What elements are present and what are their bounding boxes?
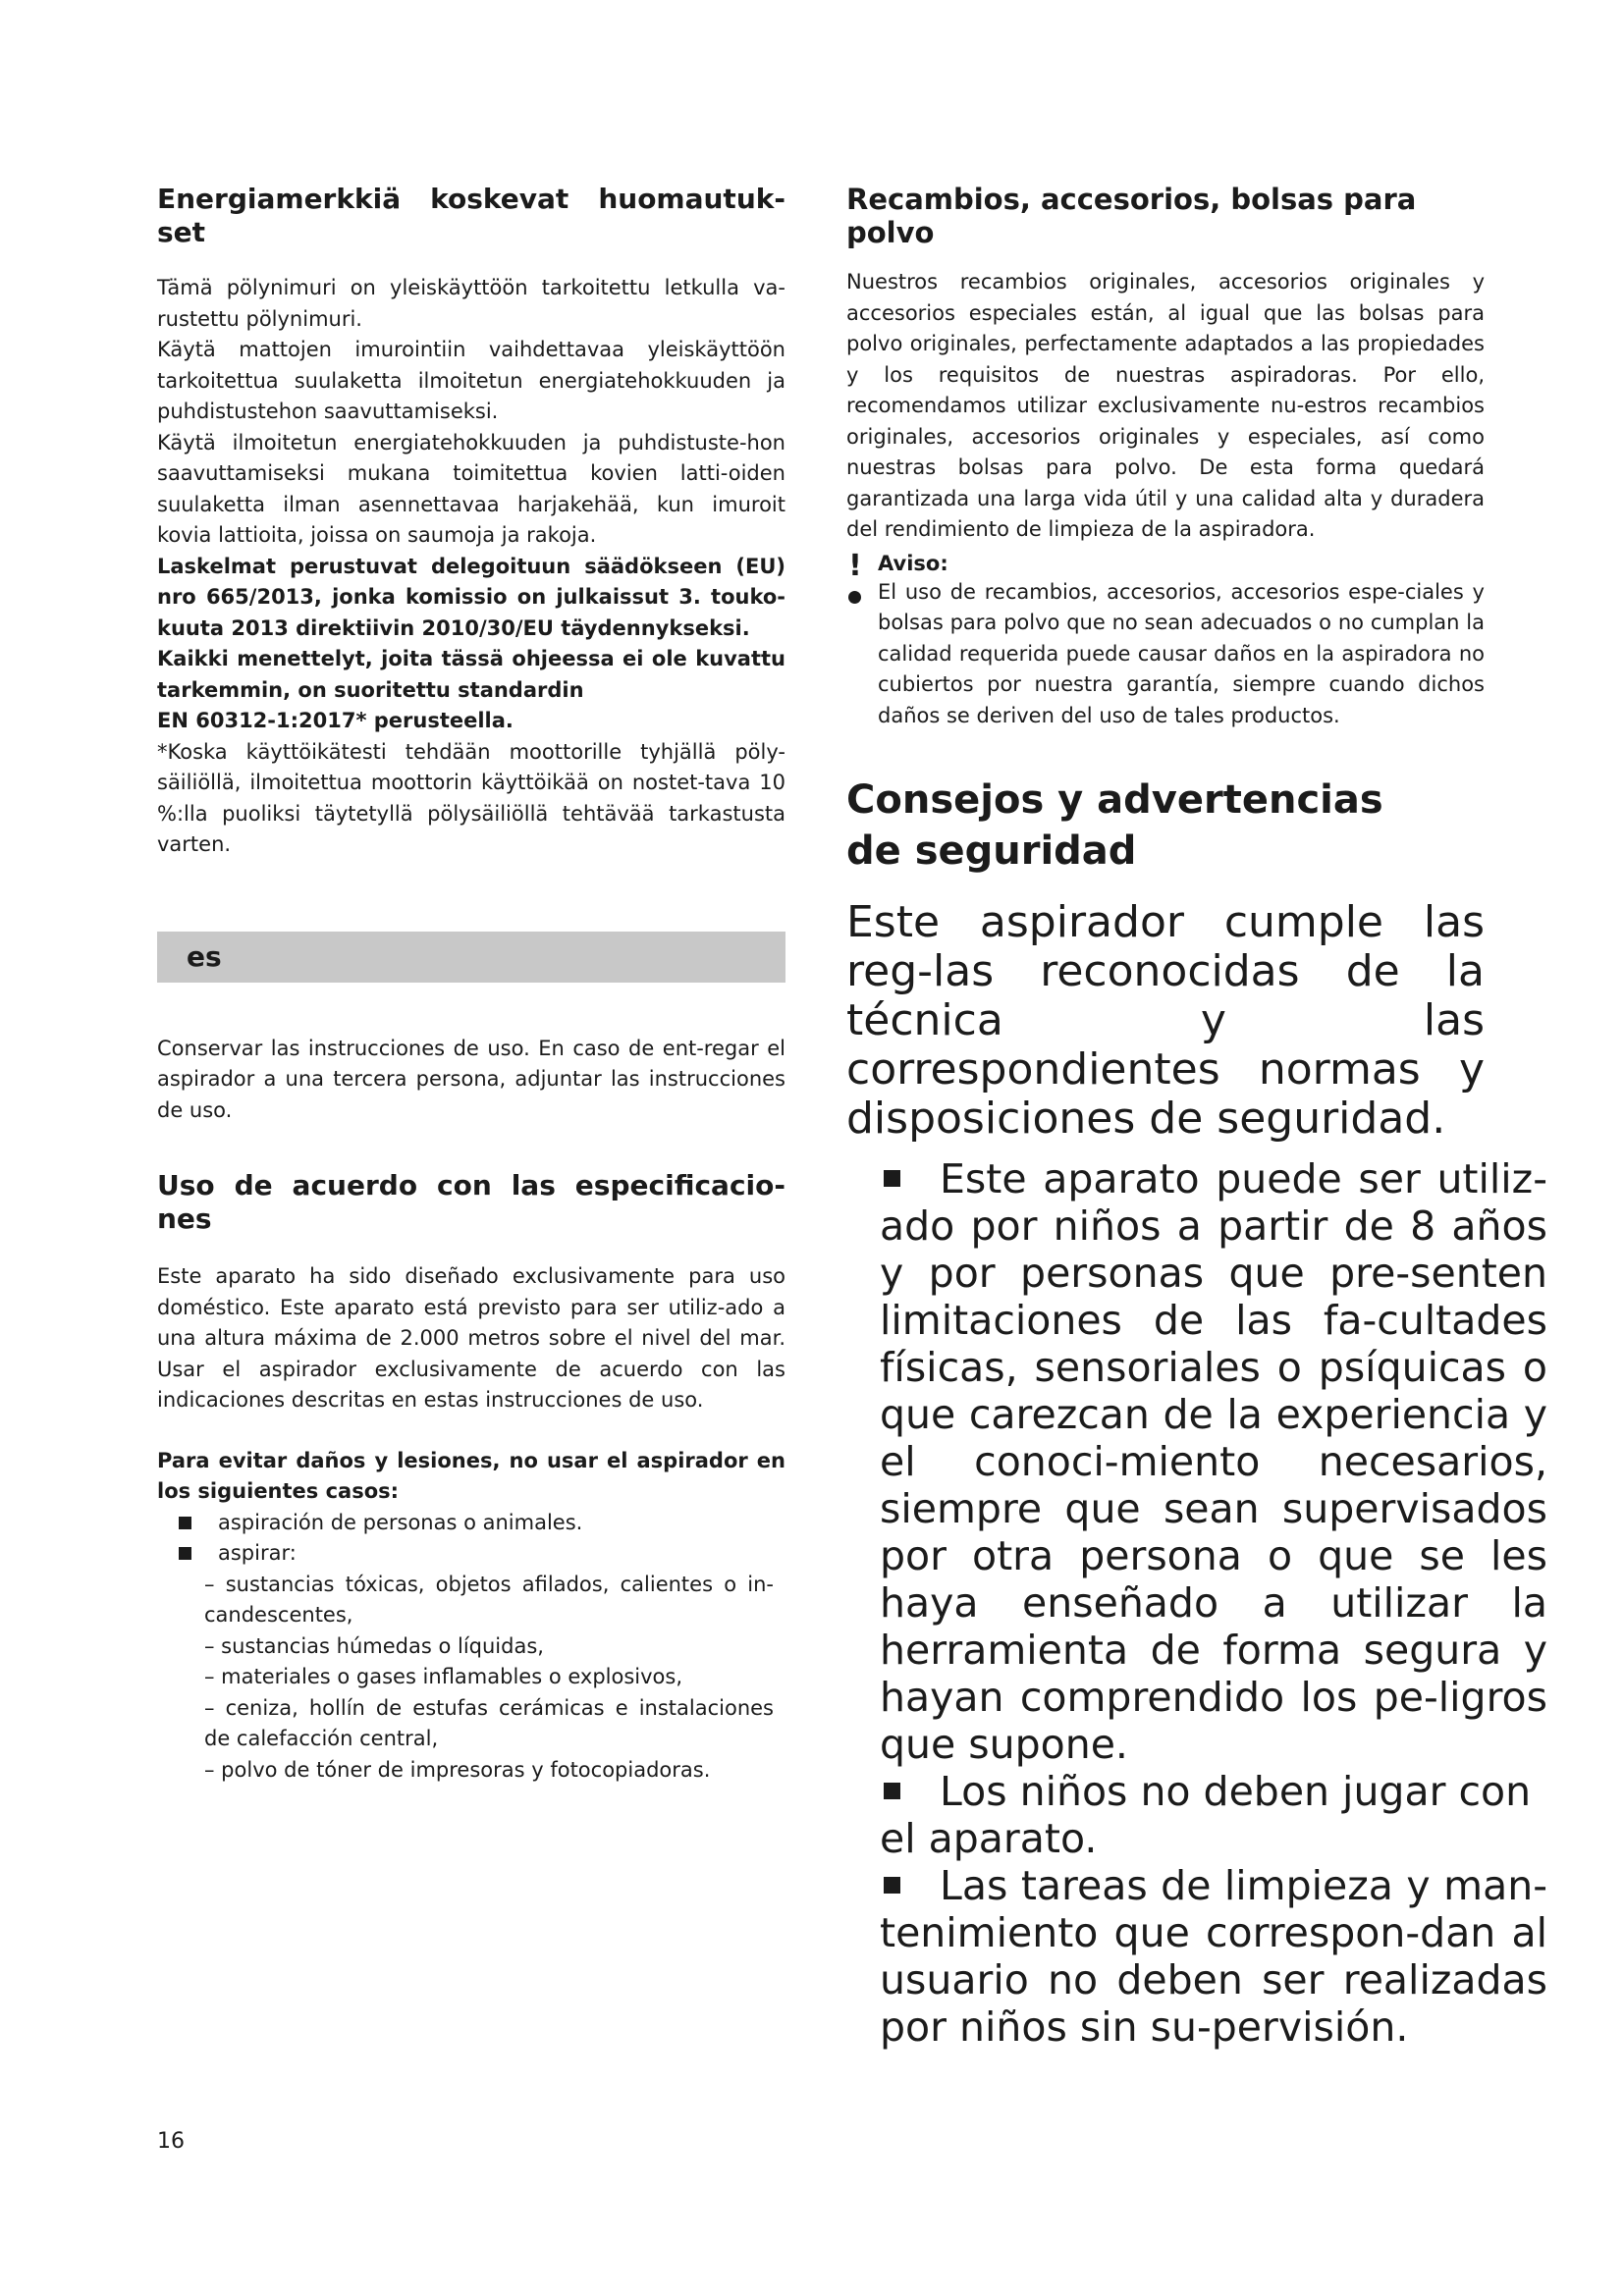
page-number: 16 (157, 2129, 185, 2154)
spare-parts-section (846, 183, 1485, 731)
list-item: – sustancias tóxicas, objetos afilados, calientes o in-candescentes, (204, 1572, 774, 1627)
list-item (846, 1862, 1547, 2051)
language-bar (157, 932, 785, 983)
safety-heading: Consejos y advertencias de seguridad (846, 777, 1383, 874)
dot-bullet-icon (848, 591, 861, 604)
energy-label-section (157, 183, 785, 861)
square-bullet-icon (179, 1547, 191, 1560)
list-item (846, 1768, 1547, 1862)
es-intro-text: Conservar las instrucciones de uso. En caso de ent-regar el aspirador a una tercera persona, adjuntar las instrucciones de uso. (157, 1036, 785, 1122)
warning-title: Aviso: (878, 551, 948, 575)
energy-label-heading: Energiamerkkiä koskevat huomautuk-set (157, 183, 785, 248)
energy-bold-1: Laskelmat perustuvat delegoituun säädökseen (EU) nro 665/2013, jonka komissio on julkaissut 3. touko-kuuta 2013 direktiivin 2010/30/EU täydennykseksi. (157, 554, 785, 640)
square-bullet-icon (884, 1170, 900, 1187)
list-item-text: Este aparato puede ser utiliz-ado por niños a partir de 8 años y por personas que pre-senten limitaciones de las fa-cultades físicas, sensoriales o psíquicas o que carezcan de la experiencia y el conoci-miento necesarios, siempre que sean supervisados por otra persona o que se les haya enseñado a utilizar la herramienta de forma segura y hayan comprendido los pe-ligros que supone. (880, 1155, 1547, 1768)
spare-parts-heading: Recambios, accesorios, bolsas para polvo (846, 183, 1417, 249)
list-item-text: Los niños no deben jugar con el aparato. (880, 1768, 1532, 1862)
safety-list (846, 1155, 1549, 2051)
list-item (846, 1155, 1547, 1768)
safety-section (846, 774, 1549, 2051)
energy-footnote: *Koska käyttöikätesti tehdään moottorille tyhjällä pöly-säiliöllä, ilmoitettua moottorin käyttöikää on nostet-tava 10 %:lla puoliksi täytetyllä pölysäiliöllä tehtävää tarkastusta varten. (157, 739, 785, 856)
intended-use-paragraph: Este aparato ha sido diseñado exclusivamente para uso doméstico. Este aparato está previsto para ser utiliz-ado a una altura máxima de 2.000 metros sobre el nivel del mar. Usar el aspirador exclusivamente de acuerdo con las indicaciones descritas en estas instrucciones de uso. (157, 1264, 785, 1412)
left-column (157, 183, 785, 1786)
square-bullet-icon (884, 1783, 900, 1799)
avoid-damage-intro: Para evitar daños y lesiones, no usar el aspirador en los siguientes casos: (157, 1448, 785, 1503)
list-item: – ceniza, hollín de estufas cerámicas e instalaciones de calefacción central, (204, 1695, 774, 1750)
list-item: – materiales o gases inflamables o explosivos, (204, 1665, 683, 1688)
substances-list (157, 1570, 774, 1787)
safety-intro: Este aspirador cumple las reg-las reconocidas de la técnica y las correspondientes normas y disposiciones de seguridad. (846, 897, 1485, 1144)
list-item (157, 1508, 785, 1539)
energy-bold-2: Kaikki menettelyt, joita tässä ohjeessa ei ole kuvattu tarkemmin, on suoritettu standardin (157, 647, 785, 702)
energy-paragraph-1: Tämä pölynimuri on yleiskäyttöön tarkoitettu letkulla va-rustettu pölynimuri. (157, 276, 785, 331)
warning-text: El uso de recambios, accesorios, accesorios espe-ciales y bolsas para polvo que no sean adecuados o no cumplan la calidad requerida puede causar daños en la aspiradora no cubiertos por nuestra garantía, siempre cuando dichos daños se deriven del uso de tales productos. (878, 579, 1485, 727)
list-item: – sustancias húmedas o líquidas, (204, 1633, 544, 1658)
exclamation-icon: ! (848, 548, 862, 583)
energy-bold-3: EN 60312-1:2017* perusteella. (157, 709, 514, 732)
square-bullet-icon (884, 1877, 900, 1894)
intended-use-heading: Uso de acuerdo con las especificacio-nes (157, 1169, 785, 1235)
spare-parts-paragraph: Nuestros recambios originales, accesorios originales y accesorios especiales están, al igual que las bolsas para polvo originales, perfectamente adaptados a las propiedades y los requisitos de nuestras aspiradoras. Por ello, recomendamos utilizar exclusivamente nu-estros recambios originales, accesorios originales y especiales, así como nuestras bolsas para polvo. De esta forma quedará garantizada una larga vida útil y una calidad alta y duradera del rendimiento de limpieza de la aspiradora. (846, 270, 1485, 541)
right-column (846, 183, 1549, 2051)
square-bullet-icon (179, 1517, 191, 1529)
avoid-damage-list (157, 1508, 785, 1570)
list-item (157, 1538, 785, 1570)
list-item-text: aspiración de personas o animales. (218, 1510, 583, 1534)
energy-paragraph-3: Käytä ilmoitetun energiatehokkuuden ja puhdistuste-hon saavuttamiseksi mukana toimitettua kovien latti-oiden suulaketta ilman asennettavaa harjakehää, kun imuroit kovia lattioita, joissa on saumoja ja rakoja. (157, 430, 785, 547)
warning-notice (846, 550, 1485, 732)
energy-paragraph-2: Käytä mattojen imurointiin vaihdettavaa yleiskäyttöön tarkoitettua suulaketta ilmoitetun energiatehokkuuden ja puhdistustehon saavuttamiseksi. (157, 338, 785, 423)
language-code: es (187, 940, 222, 973)
list-item: – polvo de tóner de impresoras y fotocopiadoras. (204, 1757, 711, 1782)
intended-use-section (157, 1169, 785, 1786)
list-item-text: Las tareas de limpieza y man-tenimiento que correspon-dan al usuario no deben ser realizadas por niños sin su-pervisión. (880, 1862, 1547, 2051)
list-item-text: aspirar: (218, 1541, 297, 1565)
